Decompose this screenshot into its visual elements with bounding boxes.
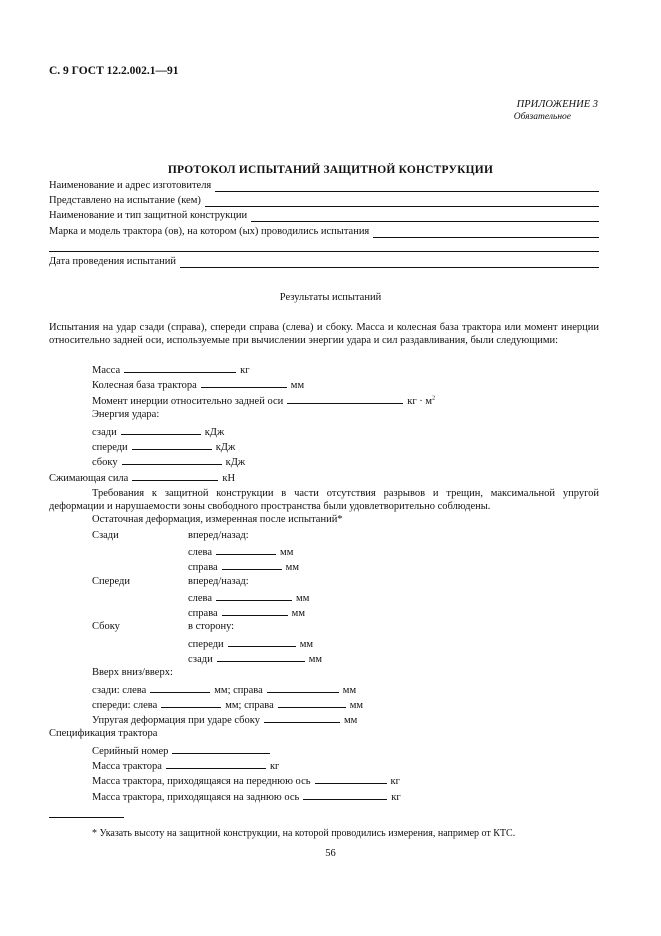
superscript: 2 <box>432 395 436 402</box>
fill-line <box>315 775 387 784</box>
fill-line <box>166 760 266 769</box>
mass-front-row <box>92 775 400 788</box>
sideways-label: в сторону: <box>188 621 235 632</box>
field-label: Представлено на испытание (кем) <box>49 195 201 206</box>
label: мм; справа <box>225 700 274 711</box>
label: Колесная база трактора <box>92 380 197 391</box>
mass-rear-row <box>92 791 401 804</box>
fill-line <box>132 472 218 481</box>
appendix-label: ПРИЛОЖЕНИЕ 3 <box>516 99 598 110</box>
label: Упругая деформация при ударе сбоку <box>92 715 260 726</box>
page-number: 56 <box>325 848 336 859</box>
unit: кг <box>391 792 401 803</box>
fill-line <box>228 638 296 647</box>
rear-left-row <box>188 546 293 559</box>
fill-line <box>172 745 270 754</box>
fill-line <box>373 229 599 238</box>
label: справа <box>188 562 218 573</box>
field-manufacturer <box>49 181 599 192</box>
label: Масса трактора, приходящаяся на переднюю ось <box>92 776 311 787</box>
fill-line <box>215 183 599 192</box>
unit: мм <box>291 608 305 619</box>
fill-line <box>251 213 599 222</box>
label: спереди <box>188 639 224 650</box>
rear-right-row <box>188 561 299 574</box>
unit: мм <box>285 562 299 573</box>
unit: кг <box>240 365 250 376</box>
crush-row <box>49 472 235 485</box>
fill-line <box>150 684 210 693</box>
field-label: Дата проведения испытаний <box>49 256 176 267</box>
fwd-back-label: вперед/назад: <box>188 576 249 587</box>
energy-side-row <box>92 456 245 469</box>
label: Масса трактора, приходящаяся на заднюю ось <box>92 792 300 803</box>
fill-line <box>216 592 292 601</box>
fwd-back-label: вперед/назад: <box>188 530 249 541</box>
label: мм; справа <box>214 685 263 696</box>
unit: кг <box>269 761 280 772</box>
unit: мм <box>299 639 313 650</box>
field-label: Марка и модель трактора (ов), на котором (ых) проводились испытания <box>49 226 370 237</box>
fill-line <box>217 653 305 662</box>
side-front-row <box>188 638 313 651</box>
def-rear-label: Сзади <box>92 530 119 541</box>
fill-line <box>287 395 403 404</box>
field-label: Наименование и тип защитной конструкции <box>49 210 248 221</box>
unit: кг · м <box>407 396 433 407</box>
vertical-label: Вверх вниз/вверх: <box>92 667 173 678</box>
fill-line <box>201 379 287 388</box>
fill-line <box>122 456 222 465</box>
unit: мм <box>349 700 364 711</box>
intro-paragraph: Испытания на удар сзади (справа), спереди справа (слева) и сбоку. Масса и колесная база трактора или момент инерции относительно задней оси, используемые при вычислении энергии удара и сил раздавливания, были следующими: <box>49 322 599 346</box>
inertia-row <box>92 395 435 408</box>
label: Момент инерции относительно задней оси <box>92 396 284 407</box>
unit: мм <box>296 593 310 604</box>
fill-line <box>267 684 339 693</box>
fill-line <box>278 699 346 708</box>
mass-row <box>92 364 250 377</box>
fill-line <box>222 607 288 616</box>
label: Масса трактора <box>92 761 162 772</box>
field-tractor-model <box>49 227 599 238</box>
footnote-rule <box>49 817 124 818</box>
fill-line <box>222 561 282 570</box>
residual-label: Остаточная деформация, измеренная после испытаний* <box>92 514 343 525</box>
fill-line <box>132 441 212 450</box>
label: спереди: слева <box>92 700 158 711</box>
field-submitted <box>49 196 599 207</box>
field-label: Наименование и адрес изготовителя <box>49 180 212 191</box>
document-title: ПРОТОКОЛ ИСПЫТАНИЙ ЗАЩИТНОЙ КОНСТРУКЦИИ <box>167 164 494 176</box>
fill-line <box>124 364 236 373</box>
label: Сжимающая сила <box>49 473 129 484</box>
unit: мм <box>290 380 305 391</box>
fill-line <box>180 259 599 268</box>
mandatory-label: Обязательное <box>513 112 571 122</box>
label: сзади: слева <box>92 685 147 696</box>
fill-line <box>216 546 276 555</box>
requirements-paragraph: Требования к защитной конструкции в части отсутствия разрывов и трещин, максимальной упругой деформации и нарушаемости зоны свободного пространства были удовлетворительно соблюдены. <box>49 488 599 512</box>
label: справа <box>188 608 218 619</box>
label: Серийный номер <box>92 746 169 757</box>
unit: мм <box>280 547 294 558</box>
unit: мм <box>343 715 358 726</box>
energy-rear-row <box>92 426 224 439</box>
fill-line <box>264 714 340 723</box>
def-front-label: Спереди <box>92 576 131 587</box>
blank-rule <box>49 251 599 252</box>
unit: мм <box>342 685 357 696</box>
def-side-label: Сбоку <box>92 621 120 632</box>
fill-line <box>121 426 201 435</box>
unit: мм <box>308 654 322 665</box>
energy-label: Энергия удара: <box>92 409 160 420</box>
label: сзади <box>92 427 117 438</box>
unit: кН <box>222 473 236 484</box>
page-header: С. 9 ГОСТ 12.2.002.1—91 <box>49 65 179 77</box>
field-test-date <box>49 257 599 268</box>
fill-line <box>303 791 387 800</box>
front-left-row <box>188 592 309 605</box>
label: сзади <box>188 654 213 665</box>
results-heading: Результаты испытаний <box>279 292 382 303</box>
spec-label: Спецификация трактора <box>49 728 158 739</box>
label: слева <box>188 593 213 604</box>
side-rear-row <box>188 653 322 666</box>
unit: кг <box>390 776 400 787</box>
unit: кДж <box>204 427 225 438</box>
wheelbase-row <box>92 379 304 392</box>
label: сбоку <box>92 457 118 468</box>
fill-line <box>205 198 599 207</box>
energy-front-row <box>92 441 235 454</box>
elastic-row <box>92 714 357 727</box>
unit: кДж <box>215 442 236 453</box>
label: Масса <box>92 365 121 376</box>
unit: кДж <box>225 457 246 468</box>
tractor-mass-row <box>92 760 279 773</box>
vertical-front-row <box>92 699 363 712</box>
label: слева <box>188 547 213 558</box>
serial-row <box>92 745 274 758</box>
vertical-rear-row <box>92 684 356 697</box>
footnote: * Указать высоту на защитной конструкции, на которой проводились измерения, например от КТС. <box>92 828 516 839</box>
label: спереди <box>92 442 128 453</box>
front-right-row <box>188 607 305 620</box>
fill-line <box>161 699 221 708</box>
field-structure <box>49 211 599 222</box>
